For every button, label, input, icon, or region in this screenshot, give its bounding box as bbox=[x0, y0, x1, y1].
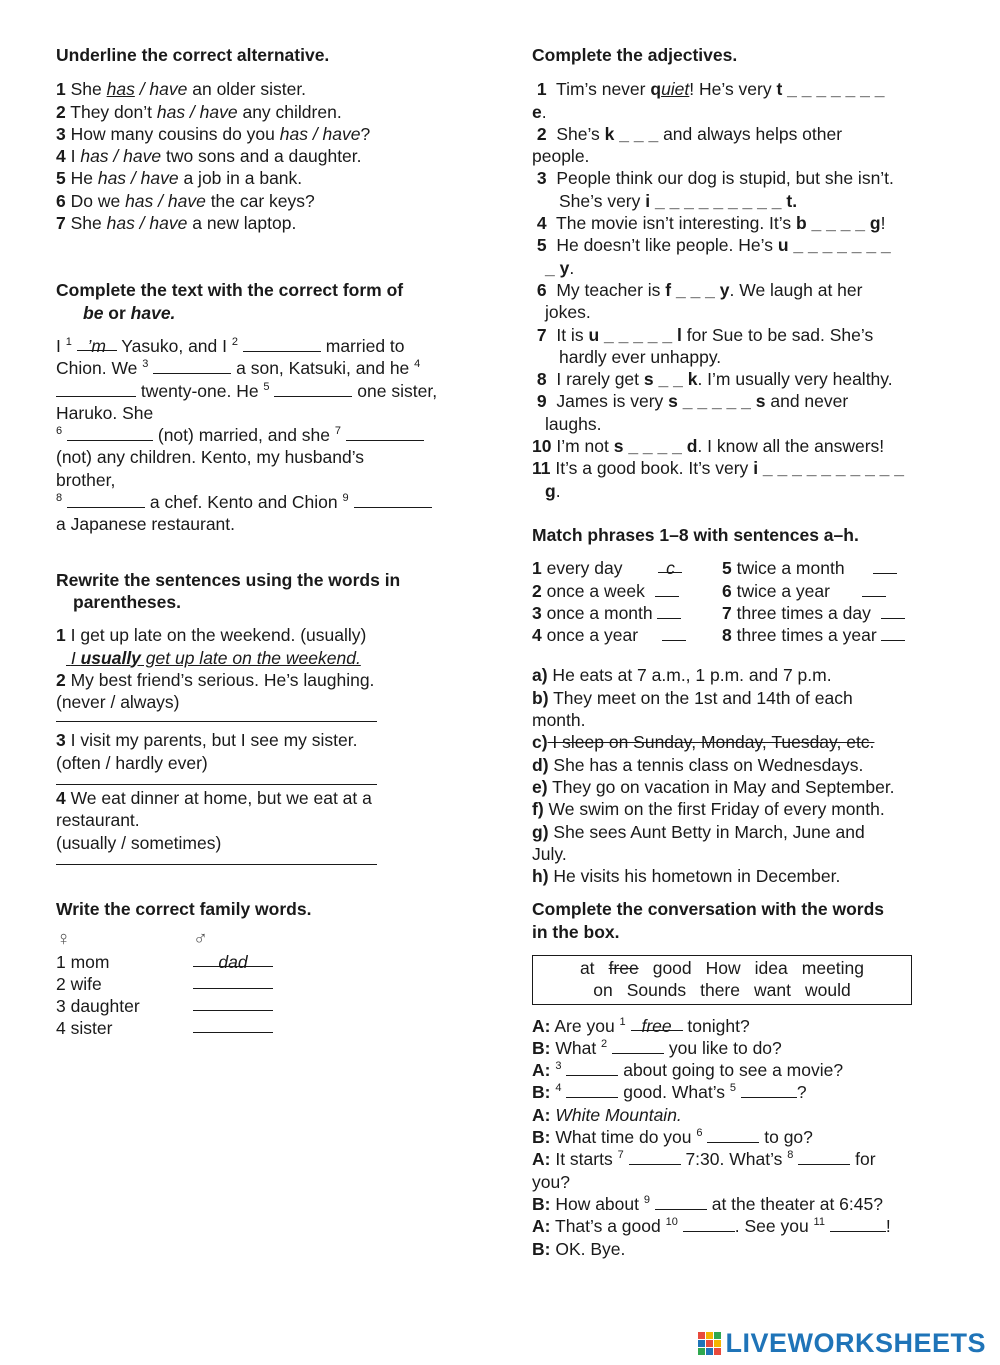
answer-blank[interactable] bbox=[193, 1017, 273, 1033]
answer-blank[interactable] bbox=[346, 425, 424, 441]
answer-blank[interactable]: ’m bbox=[77, 335, 117, 351]
section-title: Underline the correct alternative. bbox=[56, 45, 330, 65]
example-answer: has bbox=[106, 79, 135, 100]
item-number: 4 bbox=[56, 146, 66, 167]
family-row bbox=[56, 973, 496, 995]
item-text: They don’t bbox=[70, 101, 157, 122]
item-text: an older sister. bbox=[187, 79, 307, 100]
family-row bbox=[56, 951, 496, 973]
left-column bbox=[56, 44, 496, 1040]
answer-blank[interactable] bbox=[830, 1216, 886, 1232]
answer-blank[interactable] bbox=[662, 625, 686, 641]
answer-blank[interactable] bbox=[683, 1216, 735, 1232]
sentence-letter: g) bbox=[532, 821, 549, 842]
sentence-letter: d) bbox=[532, 754, 549, 775]
match-sentence bbox=[532, 865, 942, 887]
family-word: 4 sister bbox=[56, 1018, 113, 1039]
sentence-text: I sleep on Sunday, Monday, Tuesday, etc. bbox=[547, 732, 875, 753]
list-item bbox=[56, 212, 496, 234]
list-item bbox=[56, 167, 496, 189]
item-text: She bbox=[70, 79, 107, 100]
section-title: Complete the conversation with the words in the box. bbox=[532, 899, 884, 942]
list-item bbox=[56, 78, 496, 100]
word-box-item[interactable]: free bbox=[608, 957, 639, 978]
item-number: 7 bbox=[56, 213, 66, 234]
sentence-letter: c) bbox=[532, 732, 548, 753]
answer-blank[interactable] bbox=[56, 381, 136, 397]
answer-blank[interactable] bbox=[243, 336, 321, 352]
logo-grid-icon bbox=[698, 1332, 721, 1355]
list-item bbox=[56, 190, 496, 212]
answer-blank[interactable] bbox=[655, 1194, 707, 1210]
answer-blank[interactable] bbox=[67, 425, 153, 441]
answer-blank[interactable] bbox=[193, 973, 273, 989]
list-item bbox=[56, 145, 496, 167]
sentence-letter: f) bbox=[532, 799, 544, 820]
phrase-text: once a week bbox=[541, 580, 645, 601]
phrase-text: twice a year bbox=[731, 580, 830, 601]
answer-blank[interactable] bbox=[193, 951, 273, 972]
item-text: How many cousins do you bbox=[70, 123, 280, 144]
family-word: 2 wife bbox=[56, 973, 102, 994]
item-text: any children. bbox=[237, 101, 342, 122]
match-phrase bbox=[532, 580, 722, 602]
section-rewrite: Rewrite the sentences using the words in parentheses. 1 I get up late on the weekend. (usually) I usually get up late on the weekend. 2 My best friend’s serious. He’s laughing. (never / always) 3 I visit my parents, but I see my sister. (often / hardly ever) 4 We eat dinner at home, but we eat at a restaurant. (usually / sometimes) bbox=[56, 569, 496, 865]
answer-blank[interactable] bbox=[881, 625, 905, 641]
item-number: 1 bbox=[56, 79, 66, 100]
option-choice[interactable]: has / have bbox=[106, 79, 188, 100]
word-box-item[interactable]: idea bbox=[754, 957, 788, 978]
answer-blank[interactable] bbox=[798, 1149, 850, 1165]
phrase-number: 8 bbox=[722, 625, 732, 646]
answer-blank[interactable] bbox=[193, 995, 273, 1011]
answer-blank[interactable] bbox=[658, 557, 682, 579]
match-sentence bbox=[532, 664, 942, 686]
match-sentence bbox=[532, 687, 942, 709]
answer-blank[interactable] bbox=[873, 558, 897, 574]
sentence-text: They go on vacation in May and September. bbox=[547, 776, 895, 797]
male-symbol: ♂ bbox=[193, 928, 208, 951]
match-sentence bbox=[532, 821, 942, 843]
item-number: 2 bbox=[56, 101, 66, 122]
answer-blank[interactable] bbox=[707, 1127, 759, 1143]
phrase-text: three times a year bbox=[731, 625, 877, 646]
answer-text: dad bbox=[218, 951, 248, 972]
match-sentence bbox=[532, 798, 942, 820]
match-sentence bbox=[532, 843, 942, 865]
phrase-number: 7 bbox=[722, 602, 732, 623]
word-box-item[interactable]: there bbox=[700, 980, 740, 1001]
family-row bbox=[56, 995, 496, 1017]
phrase-number: 2 bbox=[532, 580, 542, 601]
item-text: ? bbox=[360, 123, 371, 144]
answer-blank[interactable] bbox=[881, 603, 905, 619]
word-box-item[interactable]: want bbox=[754, 980, 791, 1001]
match-phrase bbox=[722, 580, 905, 602]
answer-blank[interactable] bbox=[612, 1038, 664, 1054]
option-choice[interactable]: has / have bbox=[97, 168, 179, 189]
match-sentence bbox=[532, 731, 942, 753]
match-phrase bbox=[722, 602, 905, 624]
answer-blank[interactable] bbox=[655, 581, 679, 597]
section-title: Rewrite the sentences using the words in parentheses. bbox=[56, 569, 401, 612]
item-text: the car keys? bbox=[205, 190, 315, 211]
match-sentence bbox=[532, 754, 942, 776]
answer-blank[interactable] bbox=[566, 1060, 618, 1076]
item-text: I bbox=[70, 146, 81, 167]
section-underline bbox=[56, 44, 496, 234]
word-box-item[interactable]: How bbox=[705, 957, 741, 978]
list-item bbox=[56, 101, 496, 123]
phrase-text: three times a day bbox=[731, 602, 871, 623]
sentence-letter: b) bbox=[532, 687, 549, 708]
section-be-have: Complete the text with the correct form of be or have. I $^1$ ’m Yasuko, and I $^2$ married to Chion. We $^3$ a son, Katsuki, and he $^4$ twenty-one. He $^5$ one sister, Haruko. She $^6$ (not) married, and she $^7$ (not) any children. Kento, my husband’s brother, $^8$ a chef. Kento and Chion $^9$ a Japanese restaurant. bbox=[56, 279, 496, 535]
liveworksheets-logo bbox=[698, 1328, 986, 1359]
section-title: Write the correct family words. bbox=[56, 898, 312, 919]
item-text: Do we bbox=[70, 190, 126, 211]
sentence-text: He visits his hometown in December. bbox=[548, 866, 841, 887]
section-title: Complete the adjectives. bbox=[532, 45, 738, 65]
match-phrase bbox=[532, 557, 722, 579]
phrase-text: every day bbox=[541, 558, 623, 579]
section-match bbox=[532, 524, 942, 887]
option-choice[interactable]: has / have bbox=[279, 123, 361, 144]
answer-blank[interactable] bbox=[67, 492, 145, 508]
answer-blank[interactable] bbox=[629, 1149, 681, 1165]
sentence-text: July. bbox=[532, 843, 567, 864]
match-sentence bbox=[532, 709, 942, 731]
answer-blank[interactable] bbox=[741, 1082, 797, 1098]
answer-blank[interactable]: free bbox=[631, 1015, 683, 1031]
item-number: 6 bbox=[56, 190, 66, 211]
phrase-number: 4 bbox=[532, 625, 542, 646]
section-title: Complete the text with the correct form of be or have. bbox=[56, 280, 404, 323]
family-word: 3 daughter bbox=[56, 996, 140, 1017]
option-choice[interactable]: has / have bbox=[125, 190, 206, 211]
female-symbol: ♀ bbox=[56, 928, 71, 951]
sentence-text: She has a tennis class on Wednesdays. bbox=[548, 754, 864, 775]
word-box-item[interactable]: on bbox=[593, 980, 613, 1001]
phrase-number: 5 bbox=[722, 558, 732, 579]
sentence-text: month. bbox=[532, 710, 586, 731]
phrase-text: once a year bbox=[541, 625, 639, 646]
section-adjectives: Complete the adjectives. 1 Tim’s never quiet! He’s very t _ _ _ _ _ _ _ e. 2 She’s k _ _ _ and always helps other people. 3 People think our dog is stupid, but she isn’t. She’s very i _ _ _ _ _ _ _ _ _ t. 4 The movie isn’t interesting. It’s b _ _ _ _ g! 5 He doesn’t like people. He’s u _ _ _ _ _ _ _ _ y. 6 My teacher is f _ _ _ y. We laugh at her jokes. 7 It is u _ _ _ _ _ l for Sue to be sad. She’s hardly ever unhappy. 8 I rarely get s _ _ k. I’m usually very healthy. 9 James is very s _ _ _ _ _ s and never laughs. 10 I’m not s _ _ _ _ d. I know all the answers! 11 It’s a good book. It’s very i _ _ _ _ _ _ _ _ _ _ g. bbox=[532, 44, 942, 502]
answer-blank[interactable] bbox=[153, 358, 231, 374]
option-choice[interactable]: has / have bbox=[156, 101, 238, 122]
phrase-number: 6 bbox=[722, 580, 732, 601]
sentence-text: They meet on the 1st and 14th of each bbox=[548, 687, 853, 708]
option-choice[interactable]: has / have bbox=[106, 213, 188, 234]
match-phrase bbox=[722, 624, 905, 646]
match-phrase bbox=[722, 557, 905, 579]
item-text: He bbox=[70, 168, 98, 189]
word-box-item[interactable]: Sounds bbox=[626, 980, 687, 1001]
answer-line[interactable] bbox=[56, 854, 377, 865]
phrase-number: 3 bbox=[532, 602, 542, 623]
right-column bbox=[532, 44, 942, 1260]
match-phrase bbox=[532, 624, 722, 646]
answer-blank[interactable] bbox=[274, 381, 352, 397]
answer-blank[interactable] bbox=[354, 492, 432, 508]
family-row bbox=[56, 1017, 496, 1039]
answer-text: c bbox=[666, 558, 675, 579]
word-box-item[interactable]: meeting bbox=[801, 957, 865, 978]
match-sentence bbox=[532, 776, 942, 798]
item-text: a new laptop. bbox=[187, 213, 297, 234]
answer-blank[interactable] bbox=[657, 603, 681, 619]
option-choice[interactable]: has / have bbox=[80, 146, 162, 167]
phrase-text: twice a month bbox=[731, 558, 845, 579]
item-text: two sons and a daughter. bbox=[161, 146, 362, 167]
family-word: 1 mom bbox=[56, 951, 110, 972]
watermark-text: LIVEWORKSHEETS bbox=[725, 1328, 986, 1359]
item-number: 5 bbox=[56, 168, 66, 189]
sentence-text: We swim on the first Friday of every month. bbox=[543, 799, 885, 820]
answer-line[interactable] bbox=[56, 774, 377, 785]
sentence-letter: a) bbox=[532, 665, 548, 686]
item-text: a job in a bank. bbox=[178, 168, 303, 189]
phrase-number: 1 bbox=[532, 558, 542, 579]
word-box-item[interactable]: good bbox=[652, 957, 692, 978]
item-text: She bbox=[70, 213, 107, 234]
answer-line[interactable] bbox=[56, 713, 377, 722]
answer-blank[interactable] bbox=[566, 1082, 618, 1098]
phrase-text: once a month bbox=[541, 602, 653, 623]
sentence-letter: e) bbox=[532, 776, 548, 797]
list-item bbox=[56, 123, 496, 145]
sentence-text: She sees Aunt Betty in March, June and bbox=[548, 821, 865, 842]
word-box-item[interactable]: would bbox=[804, 980, 851, 1001]
sentence-letter: h) bbox=[532, 866, 549, 887]
section-conversation: Complete the conversation with the words in the box. at free good How idea meeting on Sounds there want would A: Are you $^1$ free tonight? B: What $^2$ you like to do? A: $^3$ about going to see a movie? B: $^4$ good. What’s $^5$ ? A: White Mountain. B: What time do you $^6$ to go? A: It starts $^7$ 7:30. What’s $^8$ for you? B: How about $^9$ at the theater at 6:45? A: That’s a good $^{10}$ . See you $^{11}$ ! B: OK. Bye. bbox=[532, 898, 942, 1259]
word-box bbox=[532, 955, 912, 1005]
match-phrase bbox=[532, 602, 722, 624]
section-title: Match phrases 1–8 with sentences a–h. bbox=[532, 524, 859, 545]
section-family-words bbox=[56, 898, 496, 1040]
answer-blank[interactable] bbox=[862, 581, 886, 597]
word-box-item[interactable]: at bbox=[579, 957, 595, 978]
sentence-text: He eats at 7 a.m., 1 p.m. and 7 p.m. bbox=[547, 665, 832, 686]
item-number: 3 bbox=[56, 123, 66, 144]
